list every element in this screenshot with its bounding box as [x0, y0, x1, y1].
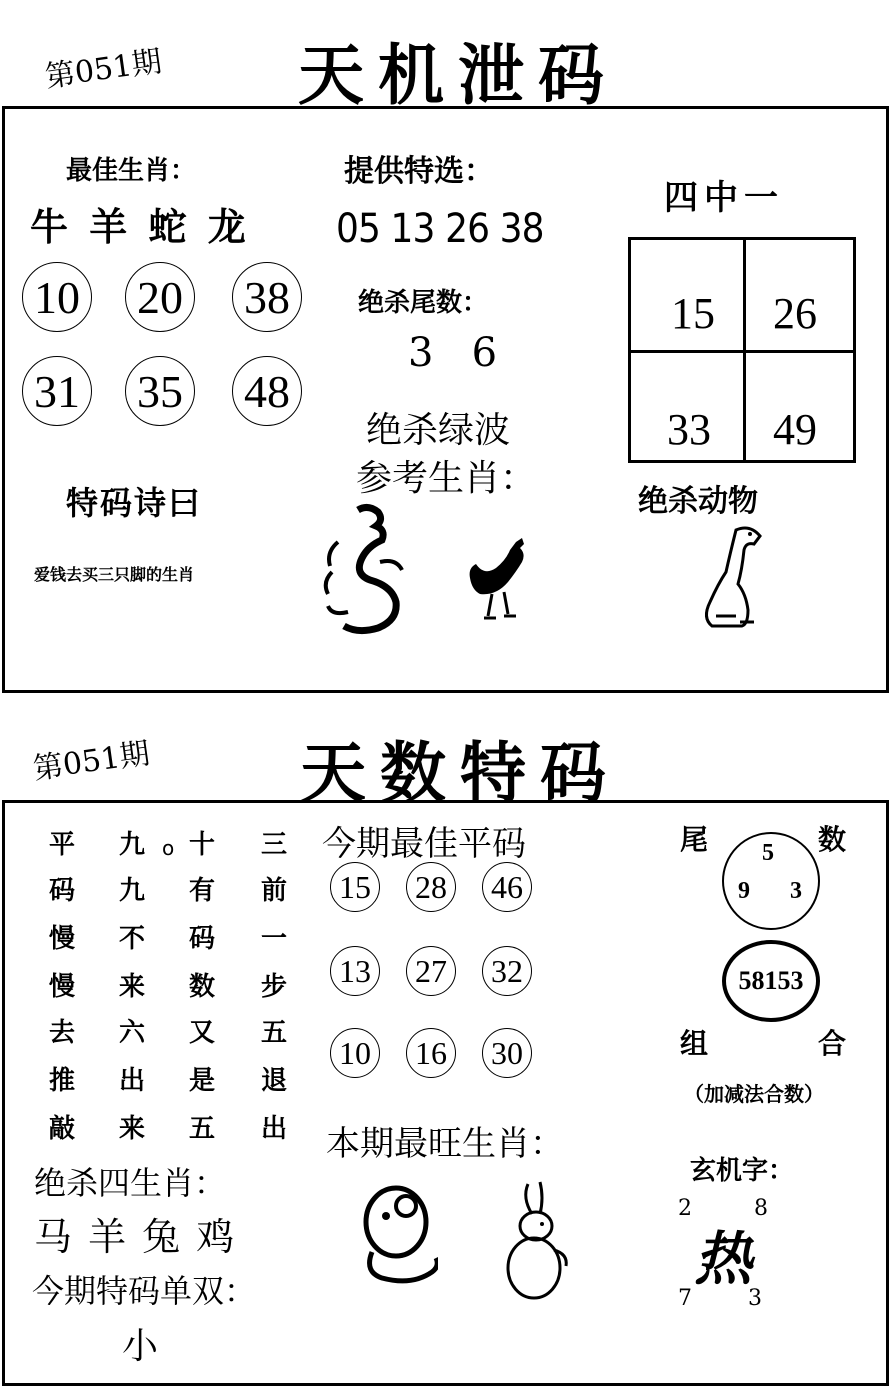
rooster-icon — [466, 536, 532, 622]
poem-char: 不 — [118, 924, 145, 954]
bottom-issue: 第051期 — [30, 736, 152, 788]
special-numbers: 05 13 26 38 — [336, 206, 544, 252]
bottom-title: 天数特码 — [300, 735, 620, 812]
dragon-icon — [318, 502, 412, 636]
combo-right: 合 — [818, 1027, 847, 1060]
mystery-digit: 7 — [678, 1286, 692, 1311]
flat-number: 15 — [330, 862, 380, 912]
kill-tail-label: 绝杀尾数： — [358, 288, 489, 318]
kill-tail-value: 3 6 — [408, 330, 498, 376]
flat-number: 30 — [482, 1028, 532, 1078]
flat-number: 27 — [406, 946, 456, 996]
poem-char: 慢 — [48, 924, 75, 954]
mystery-digit: 2 — [678, 1196, 692, 1221]
poem-char: 有 — [188, 876, 215, 906]
poem-char: 敲 — [48, 1114, 75, 1144]
kill-four-value: 马 羊 兔 鸡 — [34, 1215, 237, 1259]
mystery-char: 热 — [694, 1225, 753, 1293]
poem-char: 数 — [188, 972, 215, 1002]
tail-digit: 9 — [738, 878, 750, 904]
poem-char: 九 — [118, 830, 145, 860]
poem-char: 去 — [48, 1018, 75, 1048]
poem-char: 退 — [260, 1066, 287, 1096]
best-flat-label: 今期最佳平码 — [322, 824, 526, 864]
poem-char: 步 — [260, 972, 287, 1002]
ref-zodiac-label: 参考生肖： — [356, 458, 537, 499]
poem-char: 又 — [188, 1018, 215, 1048]
poem-char: 前 — [260, 876, 287, 906]
poem-char: 码 — [48, 876, 75, 906]
flat-number: 32 — [482, 946, 532, 996]
four-in-one-label: 四中一 — [664, 178, 784, 218]
top-title: 天机泄码 — [298, 37, 618, 114]
circled-number: 10 — [22, 262, 92, 332]
poem-char: 来 — [118, 1114, 145, 1144]
flat-number: 16 — [406, 1028, 456, 1078]
top-issue: 第051期 — [42, 44, 164, 96]
dog-icon — [696, 520, 766, 630]
kill-four-label: 绝杀四生肖： — [34, 1164, 227, 1202]
best-zodiac-label: 最佳生肖： — [66, 156, 197, 186]
poem-char: 来 — [118, 972, 145, 1002]
four-in-one-grid — [628, 237, 856, 463]
special-label: 提供特选： — [344, 154, 494, 189]
tail-label-left: 尾 — [680, 823, 709, 856]
mystery-digit: 8 — [754, 1196, 768, 1221]
best-zodiac-label: 本期最旺生肖： — [326, 1124, 564, 1164]
rat-icon — [356, 1176, 438, 1292]
combo-number: 58153 — [738, 966, 804, 995]
circled-number: 48 — [232, 356, 302, 426]
mystery-label: 玄机字： — [690, 1156, 795, 1186]
poem-char: 慢 — [48, 972, 75, 1002]
kill-green-label: 绝杀绿波 — [366, 410, 511, 451]
poem-char: 十 — [188, 830, 215, 860]
poem-char: 六 — [118, 1018, 145, 1048]
grid-number: 33 — [667, 405, 711, 454]
tail-digit: 5 — [762, 840, 774, 866]
circled-number: 35 — [125, 356, 195, 426]
odd-even-value: 小 — [122, 1326, 159, 1367]
tail-digit: 3 — [790, 878, 802, 904]
poem-char: 九 — [118, 876, 145, 906]
rabbit-icon — [498, 1180, 576, 1304]
odd-even-label: 今期特码单双： — [32, 1272, 257, 1310]
circled-number: 31 — [22, 356, 92, 426]
grid-number: 49 — [773, 405, 817, 454]
poem-char: 码 — [188, 924, 215, 954]
poem-char: 五 — [188, 1114, 215, 1144]
poem-char: 平 — [48, 830, 75, 860]
poem-text: 爱钱去买三只脚的生肖 — [34, 565, 195, 584]
poem-char: 是 — [188, 1066, 215, 1096]
poem-char: 出 — [118, 1066, 145, 1096]
flat-number: 13 — [330, 946, 380, 996]
poem-char: 推 — [48, 1066, 75, 1096]
poem-char: 出 — [260, 1114, 287, 1144]
mystery-digit: 3 — [748, 1286, 762, 1311]
circled-number: 38 — [232, 262, 302, 332]
flat-number: 46 — [482, 862, 532, 912]
small-mark: o — [162, 836, 175, 860]
best-zodiac-value: 牛 羊 蛇 龙 — [30, 205, 250, 249]
combo-left: 组 — [680, 1027, 709, 1060]
combo-note: （加减法合数） — [684, 1082, 824, 1106]
circled-number: 20 — [125, 262, 195, 332]
kill-animal-label: 绝杀动物 — [638, 484, 758, 519]
grid-number: 26 — [773, 289, 817, 338]
poem-char: 三 — [260, 830, 287, 860]
poem-char: 一 — [260, 924, 287, 954]
combo-oval — [722, 940, 820, 1022]
grid-number: 15 — [671, 289, 715, 338]
poem-label: 特码诗曰 — [66, 484, 203, 522]
flat-number: 28 — [406, 862, 456, 912]
poem-char: 五 — [260, 1018, 287, 1048]
tail-label-right: 数 — [818, 823, 847, 856]
flat-number: 10 — [330, 1028, 380, 1078]
